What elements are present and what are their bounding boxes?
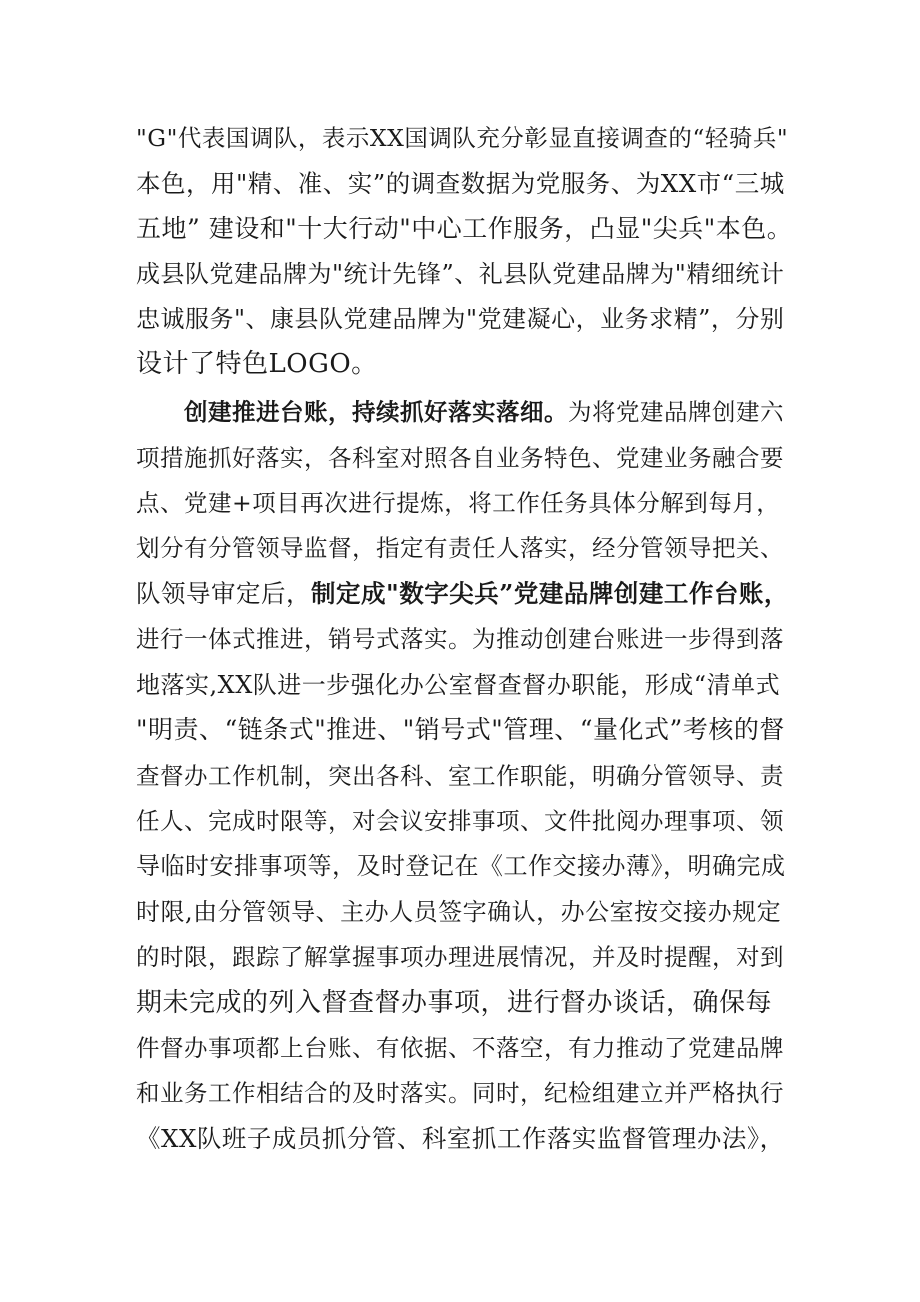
paragraph-2-line-2: 项措施抓好落实，各科室对照各自业务特色、党建业务融合要 [136, 444, 784, 472]
paragraph-1-line-2: 本色，用"精、准、实”的调查数据为党服务、为XX市“三城 [136, 169, 785, 198]
paragraph-2-line-7: 地落实,XX队进一步强化办公室督查督办职能，形成“清单式 [136, 671, 781, 699]
paragraph-2-line-12: 时限,由分管领导、主办人员签字确认，办公室按交接办规定 [136, 898, 782, 926]
paragraph-2-line-5-prefix: 队领导审定后， [136, 579, 311, 608]
paragraph-1-line-4: 成县队党建品牌为"统计先锋”、礼县队党建品牌为"精细统计 [136, 260, 785, 288]
paragraph-1-line-6: 设计了特色LOGO。 [136, 349, 378, 379]
paragraph-2-line-14: 期未完成的列入督查督办事项，进行督办谈话，确保每 [136, 988, 773, 1018]
paragraph-2-line-5-bold: 制定成"数字尖兵”党建品牌创建工作台账， [311, 579, 789, 608]
paragraph-1-line-1: "G"代表国调队，表示XX国调队充分彰显直接调查的“轻骑兵" [136, 124, 789, 152]
paragraph-1-line-3: 五地” 建设和"十大行动"中心工作服务，凸显"尖兵"本色。 [136, 214, 793, 243]
paragraph-2-line-5 [136, 576, 789, 612]
paragraph-2-line-13: 的时限，跟踪了解掌握事项办理进展情况，并及时提醒，对到 [136, 943, 784, 971]
paragraph-2-line-15: 件督办事项都上台账、有依据、不落空，有力推动了党建品牌 [136, 1034, 784, 1062]
paragraph-2-line-11: 导临时安排事项等，及时登记在《工作交接办薄》，明确完成 [136, 852, 786, 880]
paragraph-2-line-3: 点、党建+项目再次进行提炼，将工作任务具体分解到每月， [136, 489, 781, 517]
paragraph-2-line-16: 和业务工作相结合的及时落实。同时，纪检组建立并严格执行 [136, 1079, 784, 1107]
paragraph-2-line-10: 任人、完成时限等，对会议安排事项、文件批阅办理事项、领 [136, 807, 784, 835]
paragraph-2-line-9: 查督办工作机制，突出各科、室工作职能，明确分管领导、责 [136, 762, 784, 790]
paragraph-2-line-1 [184, 394, 784, 430]
paragraph-2-line-4: 划分有分管领导监督，指定有责任人落实，经分管领导把关、 [136, 534, 784, 562]
paragraph-2-line-17: 《XX队班子成员抓分管、科室抓工作落实监督管理办法》， [136, 1124, 785, 1153]
paragraph-2-line-6: 进行一体式推进，销号式落实。为推动创建台账进一步得到落 [136, 625, 784, 653]
paragraph-2-heading: 创建推进台账，持续抓好落实落细。 [184, 398, 568, 426]
paragraph-2-line-1-rest: 为将党建品牌创建六 [568, 398, 784, 426]
paragraph-2-line-8: "明责、“链条式"推进、"销号式"管理、“量化式”考核的督 [136, 715, 785, 744]
paragraph-1-line-5: 忠诚服务"、康县队党建品牌为"党建凝心，业务求精”，分别 [136, 305, 785, 333]
